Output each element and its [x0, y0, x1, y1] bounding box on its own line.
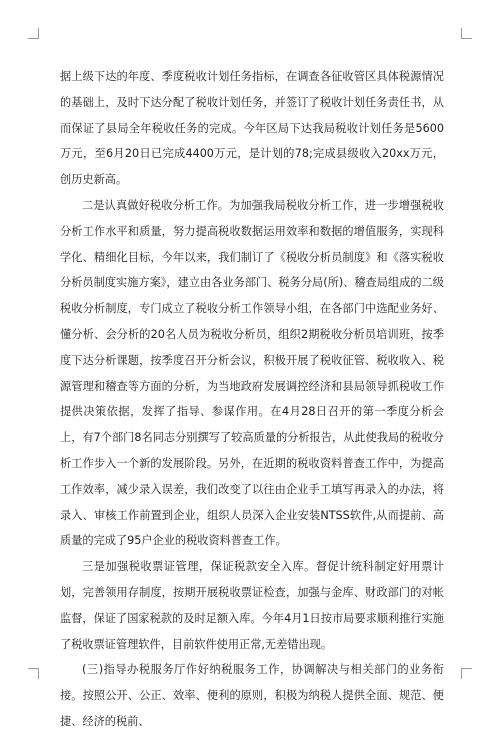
- paragraph-receipt-management: 三是加强税收票证管理，保证税款安全入库。督促计统科制定好用票计划，完善领用存制度，按期开展税收票证检查，加强与金库、财政部门的对帐监督，保证了国家税款的及时足额入库。今年4月1日按市局要求顺利推行实施了税收票证管理软件，目前软件使用正常,无差错出现。: [60, 560, 444, 651]
- crop-mark-top-right: [461, 28, 472, 39]
- crop-mark-top-left: [28, 28, 39, 39]
- document-body: [60, 64, 444, 735]
- crop-mark-bottom-right: [461, 668, 472, 679]
- paragraph-continuation: 据上级下达的年度、季度税收计划任务指标，在调查各征收管区具体税源情况的基础上，及时下达分配了税收计划任务，并签订了税收计划任务责任书，从而保证了县局全年税收任务的完成。今年区局下达我局税收计划任务是5600万元，至6月20日已完成4400万元，是计划的78;完成县级收入20xx万元，创历史新高。: [60, 70, 444, 187]
- paragraph-tax-analysis: 二是认真做好税收分析工作。为加强我局税收分析工作，进一步增强税收分析工作水平和质量，努力提高税收数据运用效率和数据的增值服务，实现科学化、精细化目标，今年以来，我们制订了《税收分析员制度》和《落实税收分析员制度实施方案》，建立由各业务部门、税务分局(所)、稽查局组成的二级税收分析制度，专门成立了税收分析工作领导小组，在各部门中选配业务好、懂分析、会分析的20名人员为税收分析员，组织2期税收分析员培训班，按季度下达分析课题，按季度召开分析会议，积极开展了税收征管、税收收入、税源管理和稽查等方面的分析，为当地政府发展调控经济和县局领导抓税收工作提供决策依据，发挥了指导、参谋作用。在4月28日召开的第一季度分析会上，有7个部门8名同志分别撰写了较高质量的分析报告，从此使我局的税收分析工作步入一个新的发展阶段。另外，在近期的税收资料普查工作中，为提高工作效率，减少录入误差，我们改变了以往由企业手工填写再录入的办法，将录入、审核工作前置到企业，组织人员深入企业安装NTSS软件,从而提前、高质量的完成了95户企业的税收资料普查工作。: [60, 198, 444, 548]
- crop-mark-bottom-left: [28, 668, 39, 679]
- paragraph-taxpayer-service: (三)指导办税服务厅作好纳税服务工作，协调解决与相关部门的业务衔接。按照公开、公正、效率、便利的原则，积极为纳税人提供全面、规范、便捷、经济的税前、: [60, 663, 444, 728]
